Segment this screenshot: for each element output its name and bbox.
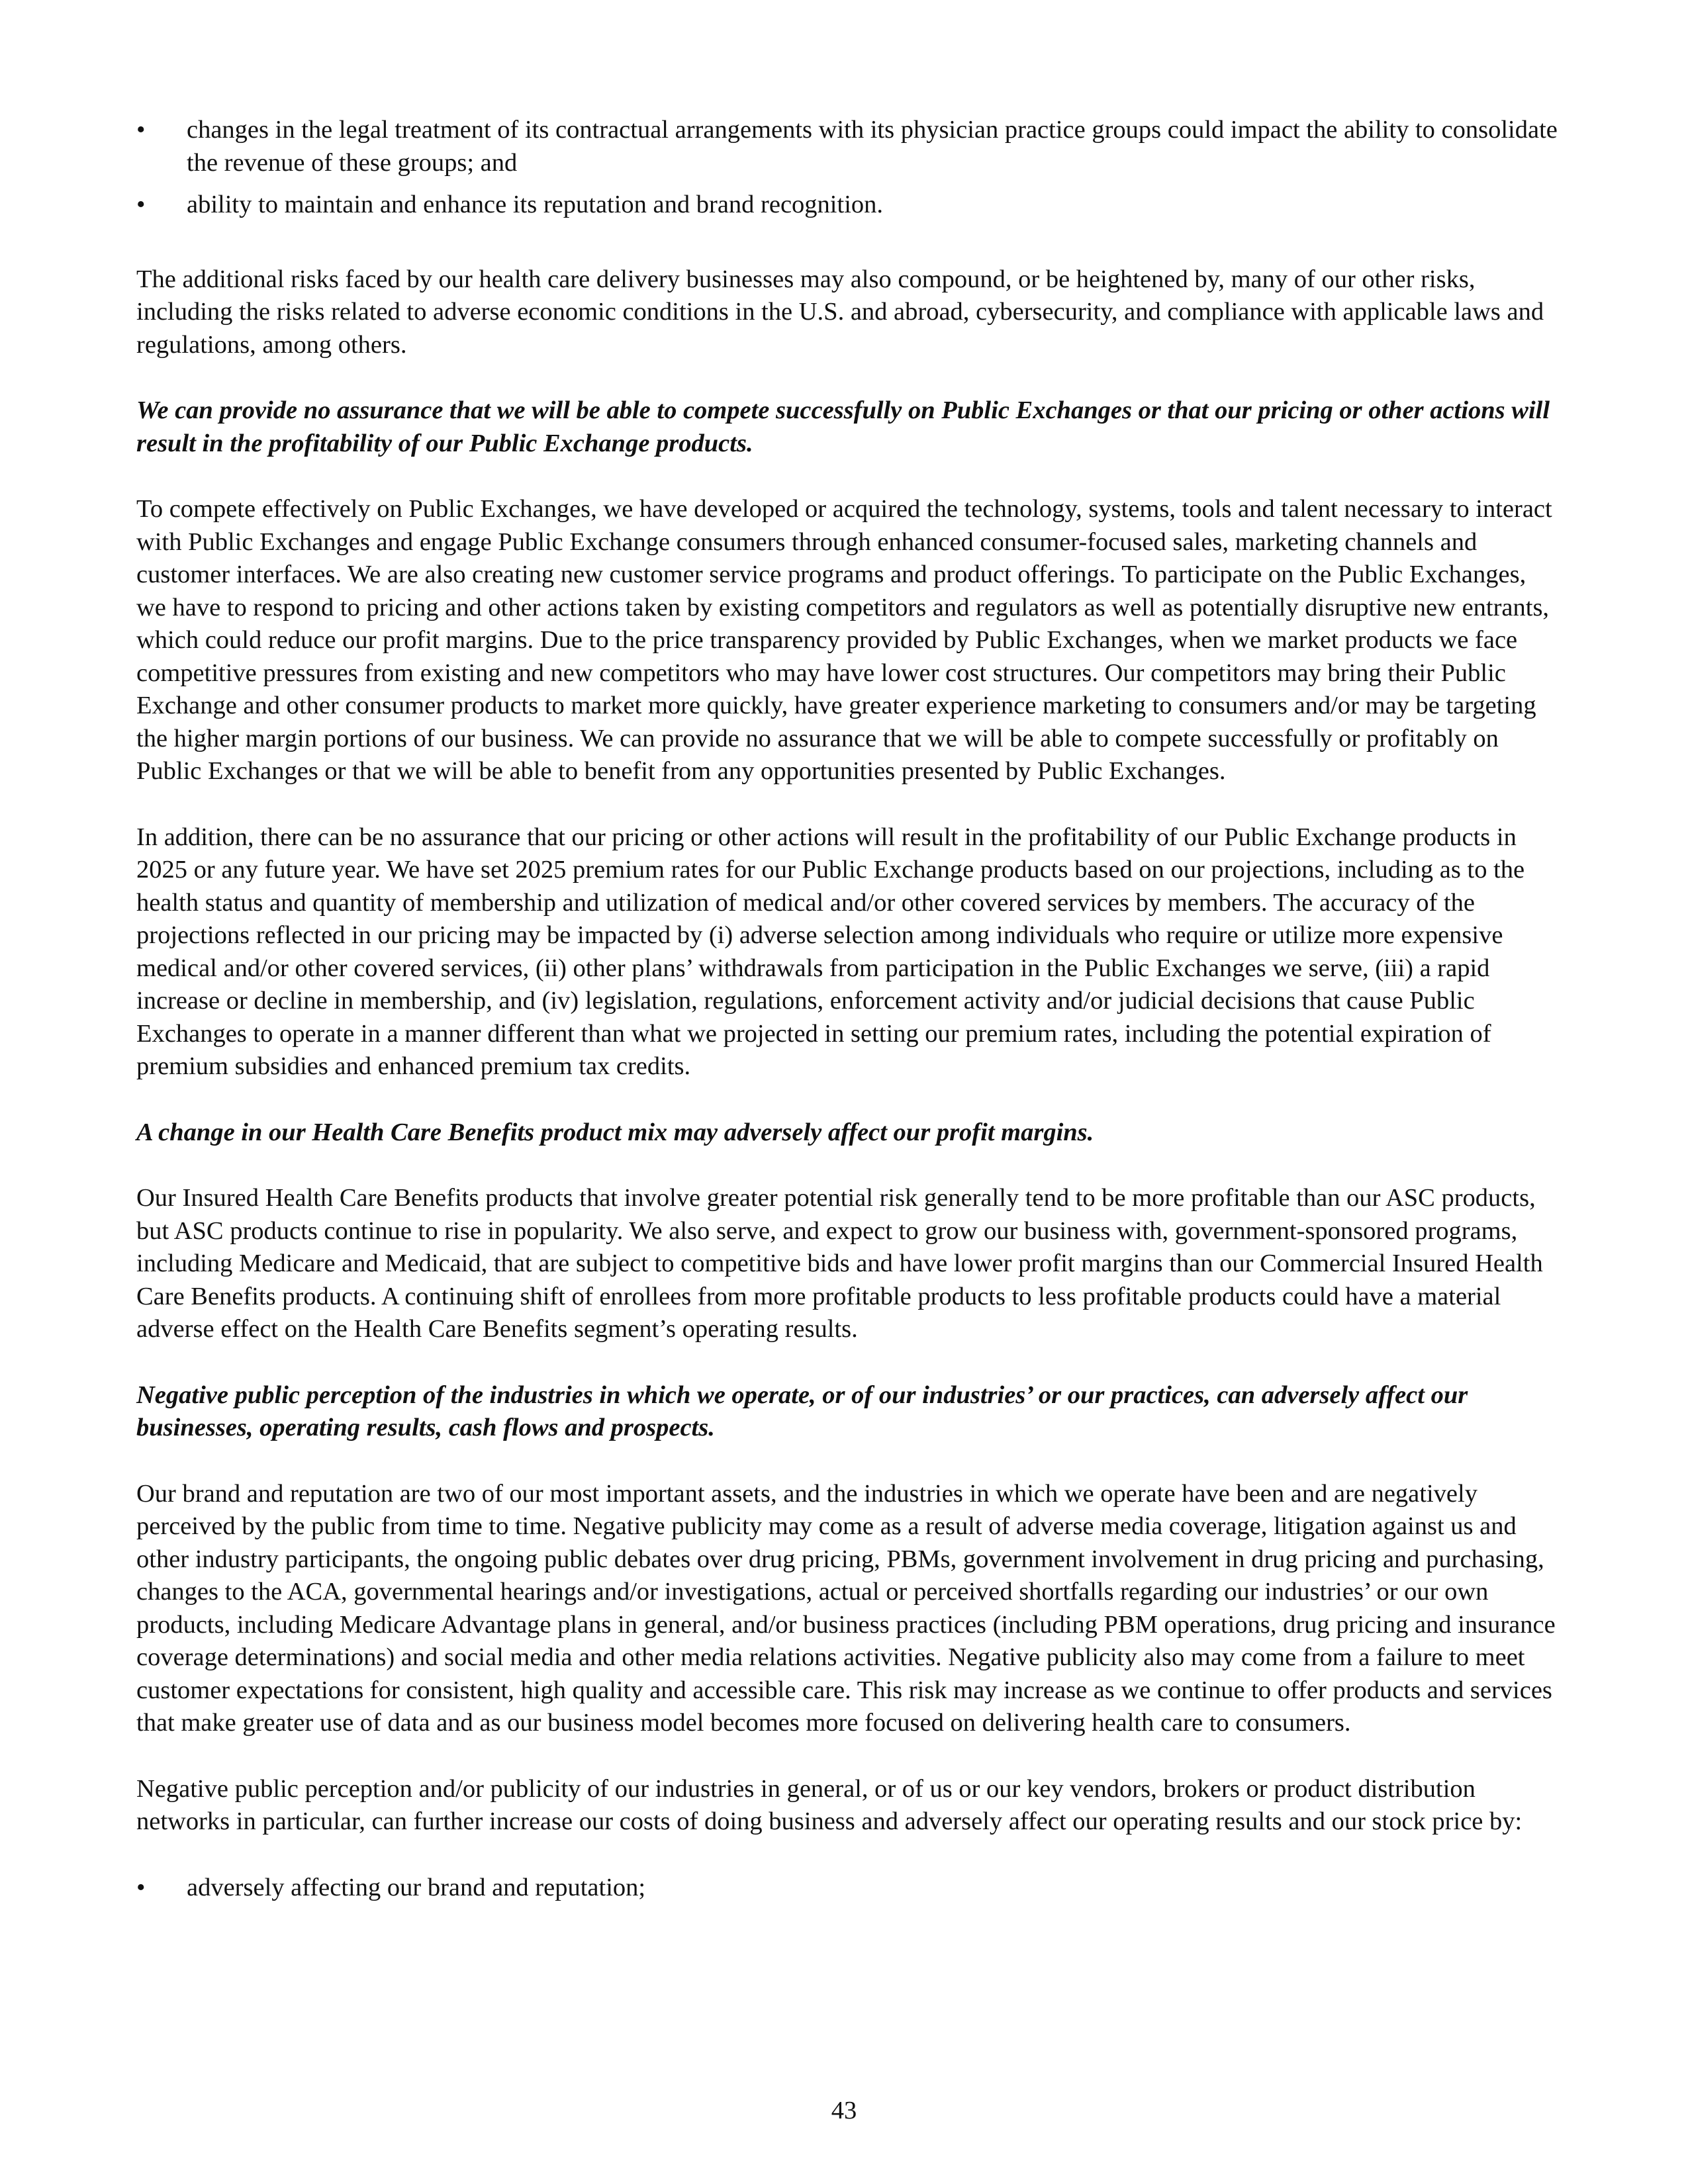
heading-product-mix: A change in our Health Care Benefits product mix may adversely affect our profit margins. (136, 1118, 1094, 1146)
paragraph-negative-perception: Negative public perception and/or publicity of our industries in general, or of us or our key vendors, brokers or product distribution networks in particular, can further increase our costs of doing business and adversely affect our operating results and our stock price by: (136, 1774, 1523, 1835)
bullet-text: adversely affecting our brand and reputation; (187, 1873, 646, 1901)
bullet-text: ability to maintain and enhance its reputation and brand recognition. (187, 191, 884, 218)
bullet-text: changes in the legal treatment of its contractual arrangements with its physician practice groups could impact the ability to consolidate the revenue of these groups; and (187, 116, 1558, 177)
heading-public-perception: Negative public perception of the industries in which we operate, or of our industries’ or our practices, can adversely affect our businesses, operating results, cash flows and prospects. (136, 1381, 1468, 1441)
heading-public-exchanges: We can provide no assurance that we will be able to compete successfully on Public Exchanges or that our pricing or other actions will result in the profitability of our Public Exchange products. (136, 396, 1550, 457)
bullet-item (136, 1872, 1560, 1905)
paragraph-brand-reputation: Our brand and reputation are two of our most important assets, and the industries in which we operate have been and are negatively perceived by the public from time to time. Negative publicity may come as a result of adverse media coverage, litigation against us and other industry participants, the ongoing public debates over drug pricing, PBMs, government involvement in drug pricing and purchasing, changes to the ACA, governmental hearings and/or investigations, actual or perceived shortfalls regarding our industries’ or our own products, including Medicare Advantage plans in general, and/or business practices (including PBM operations, drug pricing and insurance coverage determinations) and social media and other media relations activities. Negative publicity also may come from a failure to meet customer expectations for consistent, high quality and accessible care. This risk may increase as we continue to offer products and services that make greater use of data and as our business model becomes more focused on delivering health care to consumers. (136, 1479, 1556, 1737)
bullet-marker: • (136, 1873, 146, 1901)
paragraph-pricing-profitability: In addition, there can be no assurance that our pricing or other actions will result in the profitability of our Public Exchange products in 2025 or any future year. We have set 2025 premium rates for our Public Exchange products based on our projections, including as to the health status and quantity of membership and utilization of medical and/or other covered services by members. The accuracy of the projections reflected in our pricing may be impacted by (i) adverse selection among individuals who require or utilize more expensive medical and/or other covered services, (ii) other plans’ withdrawals from participation in the Public Exchanges we serve, (iii) a rapid increase or decline in membership, and (iv) legislation, regulations, enforcement activity and/or judicial decisions that cause Public Exchanges to operate in a manner different than what we projected in setting our premium rates, including the potential expiration of premium subsidies and enhanced premium tax credits. (136, 823, 1525, 1080)
paragraph-insured-products: Our Insured Health Care Benefits products that involve greater potential risk generally tend to be more profitable than our ASC products, but ASC products continue to rise in popularity. We also serve, and expect to grow our business with, government-sponsored programs, including Medicare and Medicaid, that are subject to competitive bids and have lower profit margins than our Commercial Insured Health Care Benefits products. A continuing shift of enrollees from more profitable products to less profitable products could have a material adverse effect on the Health Care Benefits segment’s operating results. (136, 1184, 1543, 1343)
bullet-item (136, 114, 1560, 179)
paragraph-compete-public-exchanges: To compete effectively on Public Exchanges, we have developed or acquired the technology, systems, tools and talent necessary to interact with Public Exchanges and engage Public Exchange consumers through enhanced consumer-focused sales, marketing channels and customer interfaces. We are also creating new customer service programs and product offerings. To participate on the Public Exchanges, we have to respond to pricing and other actions taken by existing competitors and regulators as well as potentially disruptive new entrants, which could reduce our profit margins. Due to the price transparency provided by Public Exchanges, when we market products we face competitive pressures from existing and new competitors who may have lower cost structures. Our competitors may bring their Public Exchange and other consumer products to market more quickly, have greater experience marketing to consumers and/or may be targeting the higher margin portions of our business. We can provide no assurance that we will be able to compete successfully or profitably on Public Exchanges or that we will be able to benefit from any opportunities presented by Public Exchanges. (136, 495, 1552, 785)
bullet-marker: • (136, 191, 146, 218)
page-number: 43 (831, 2097, 857, 2124)
document-page (136, 114, 1560, 1913)
bullet-marker: • (136, 116, 146, 144)
paragraph-additional-risks: The additional risks faced by our health care delivery businesses may also compound, or be heightened by, many of our other risks, including the risks related to adverse economic conditions in the U.S. and abroad, cybersecurity, and compliance with applicable laws and regulations, among others. (136, 265, 1544, 359)
bullet-item (136, 189, 1560, 222)
